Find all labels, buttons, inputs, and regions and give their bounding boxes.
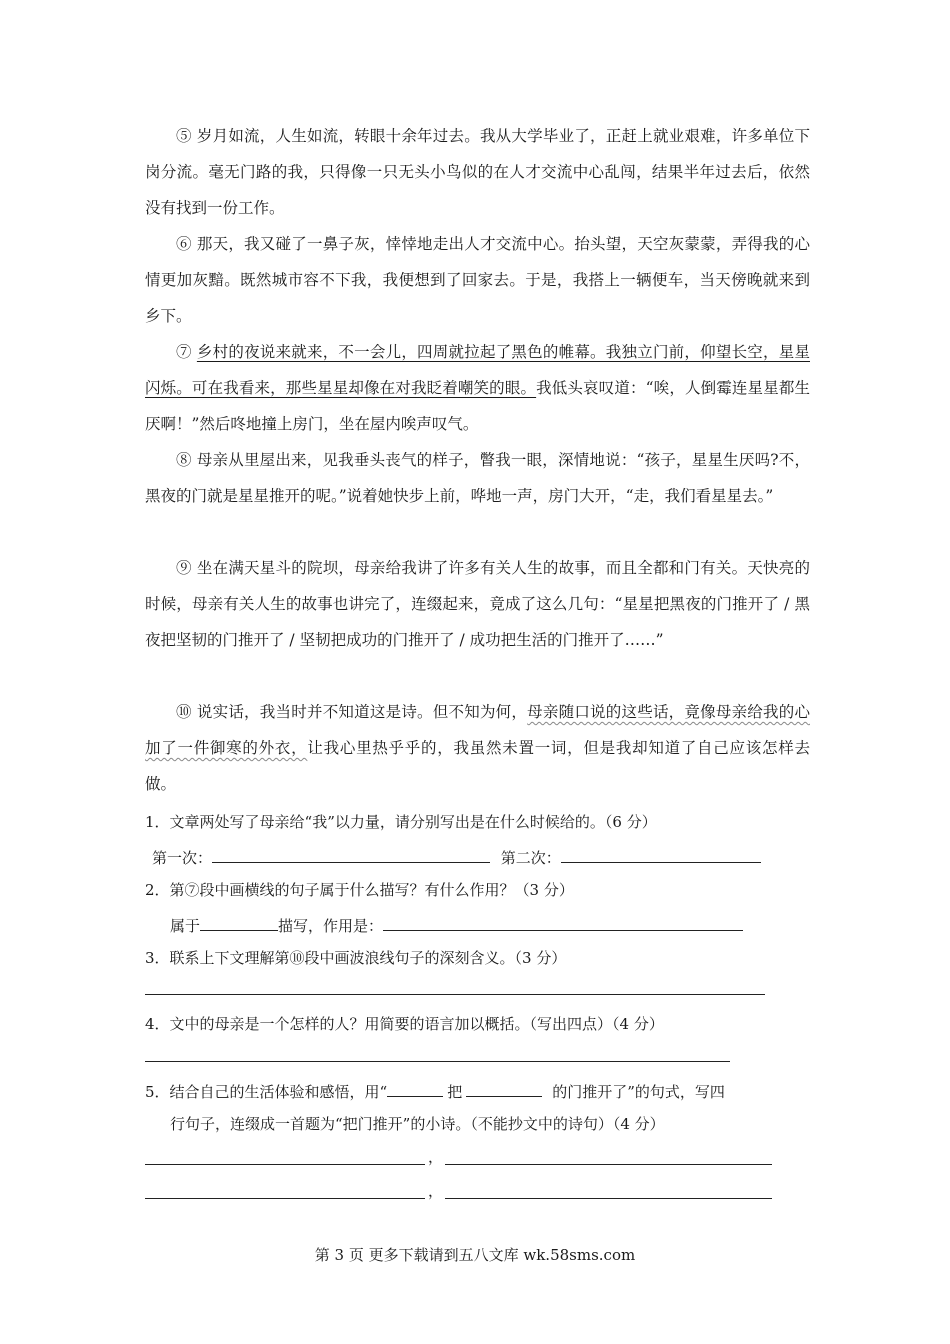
question-5-text-b: 把 xyxy=(447,1083,463,1101)
comma-2: ， xyxy=(428,1182,444,1200)
paragraph-6: ⑥ 那天，我又碰了一鼻子灰，悻悻地走出人才交流中心。抬头望，天空灰蒙蒙，弄得我的心情更加灰黯。既然城市容不下我，我便想到了回家去。于是，我搭上一辆便车，当天傍晚就来到乡下。 xyxy=(145,235,810,325)
poem-line-1[interactable] xyxy=(145,1164,425,1165)
paragraph-10-start: ⑩ 说实话，我当时并不知道这是诗。但不知为何， xyxy=(176,703,528,721)
paragraph-7-number: ⑦ xyxy=(176,343,197,361)
description-type-blank[interactable] xyxy=(200,912,278,931)
wavy-underlined-sentence: 母亲随口说的这些话，竟像母亲给我的心加了一件御寒的外衣， xyxy=(145,703,810,757)
effect-answer-blank[interactable] xyxy=(383,912,743,931)
paragraph-7 xyxy=(145,334,810,442)
paragraph-7-rest: 我低头哀叹道：“唉，人倒霉连星星都生厌啊！”然后咚地撞上房门，坐在屋内唉声叹气。 xyxy=(145,379,810,433)
poem-line-4[interactable] xyxy=(445,1198,772,1199)
question-2: 2．第⑦段中画横线的句子属于什么描写？有什么作用？（3 分） xyxy=(145,881,574,899)
question-4-answer-line[interactable] xyxy=(145,1061,730,1062)
second-label: 第二次： xyxy=(500,849,561,867)
question-1: 1．文章两处写了母亲给“我”以力量，请分别写出是在什么时候给的。（6 分） xyxy=(145,813,657,831)
poem-line-2[interactable] xyxy=(445,1164,772,1165)
question-5 xyxy=(145,1078,810,1104)
comma-1: ， xyxy=(428,1148,444,1166)
belong-label: 属于 xyxy=(170,917,201,935)
paragraph-8: ⑧ 母亲从里屋出来，见我垂头丧气的样子，瞥我一眼，深情地说：“孩子，星星生厌吗?不，黑夜的门就是星星推开的呢。”说着她快步上前，哗地一声，房门大开，“走，我们看星星去。” xyxy=(145,451,810,505)
first-answer-blank[interactable] xyxy=(212,844,490,863)
paragraph-9: ⑨ 坐在满天星斗的院坝，母亲给我讲了许多有关人生的故事，而且全都和门有关。天快亮的时候，母亲有关人生的故事也讲完了，连缀起来，竟成了这么几句：“星星把黑夜的门推开了 / 黑夜把坚韧的门推开了 / 坚韧把成功的门推开了 / 成功把生活的门推开了……” xyxy=(145,559,810,649)
question-5-text-c: 的门推开了”的句式，写四 xyxy=(552,1083,725,1101)
question-1-answers xyxy=(152,844,817,870)
question-5-line-2: 行句子，连缀成一首题为“把门推开”的小诗。（不能抄文中的诗句）（4 分） xyxy=(170,1115,665,1133)
underlined-sentence: 乡村的夜说来就来，不一会儿，四周就拉起了黑色的帷幕。我独立门前，仰望长空，星星闪烁。可在我看来，那些星星却像在对我眨着嘲笑的眼。 xyxy=(145,343,810,397)
paragraph-10-rest: 让我心里热乎乎的，我虽然未置一词，但是我却知道了自己应该怎样去做。 xyxy=(145,739,810,793)
first-label: 第一次： xyxy=(152,849,213,867)
second-answer-blank[interactable] xyxy=(561,844,761,863)
question-4: 4．文中的母亲是一个怎样的人？用简要的语言加以概括。（写出四点）（4 分） xyxy=(145,1015,664,1033)
q5-pattern-blank-1 xyxy=(387,1078,443,1097)
paragraph-10 xyxy=(145,694,810,802)
paragraph-5: ⑤ 岁月如流，人生如流，转眼十余年过去。我从大学毕业了，正赶上就业艰难，许多单位下岗分流。毫无门路的我，只得像一只无头小鸟似的在人才交流中心乱闯，结果半年过去后，依然没有找到一份工作。 xyxy=(145,127,810,217)
question-5-text-a: 5．结合自己的生活体验和感悟，用“ xyxy=(145,1083,388,1101)
question-3-answer-line[interactable] xyxy=(145,994,765,995)
question-2-answers xyxy=(170,912,835,938)
question-3: 3．联系上下文理解第⑩段中画波浪线句子的深刻含义。（3 分） xyxy=(145,949,567,967)
effect-label: 描写，作用是： xyxy=(278,917,384,935)
poem-line-3[interactable] xyxy=(145,1198,425,1199)
page-footer: 第 3 页 更多下载请到五八文库 wk.58sms.com xyxy=(314,1246,636,1264)
q5-pattern-blank-2 xyxy=(466,1078,542,1097)
